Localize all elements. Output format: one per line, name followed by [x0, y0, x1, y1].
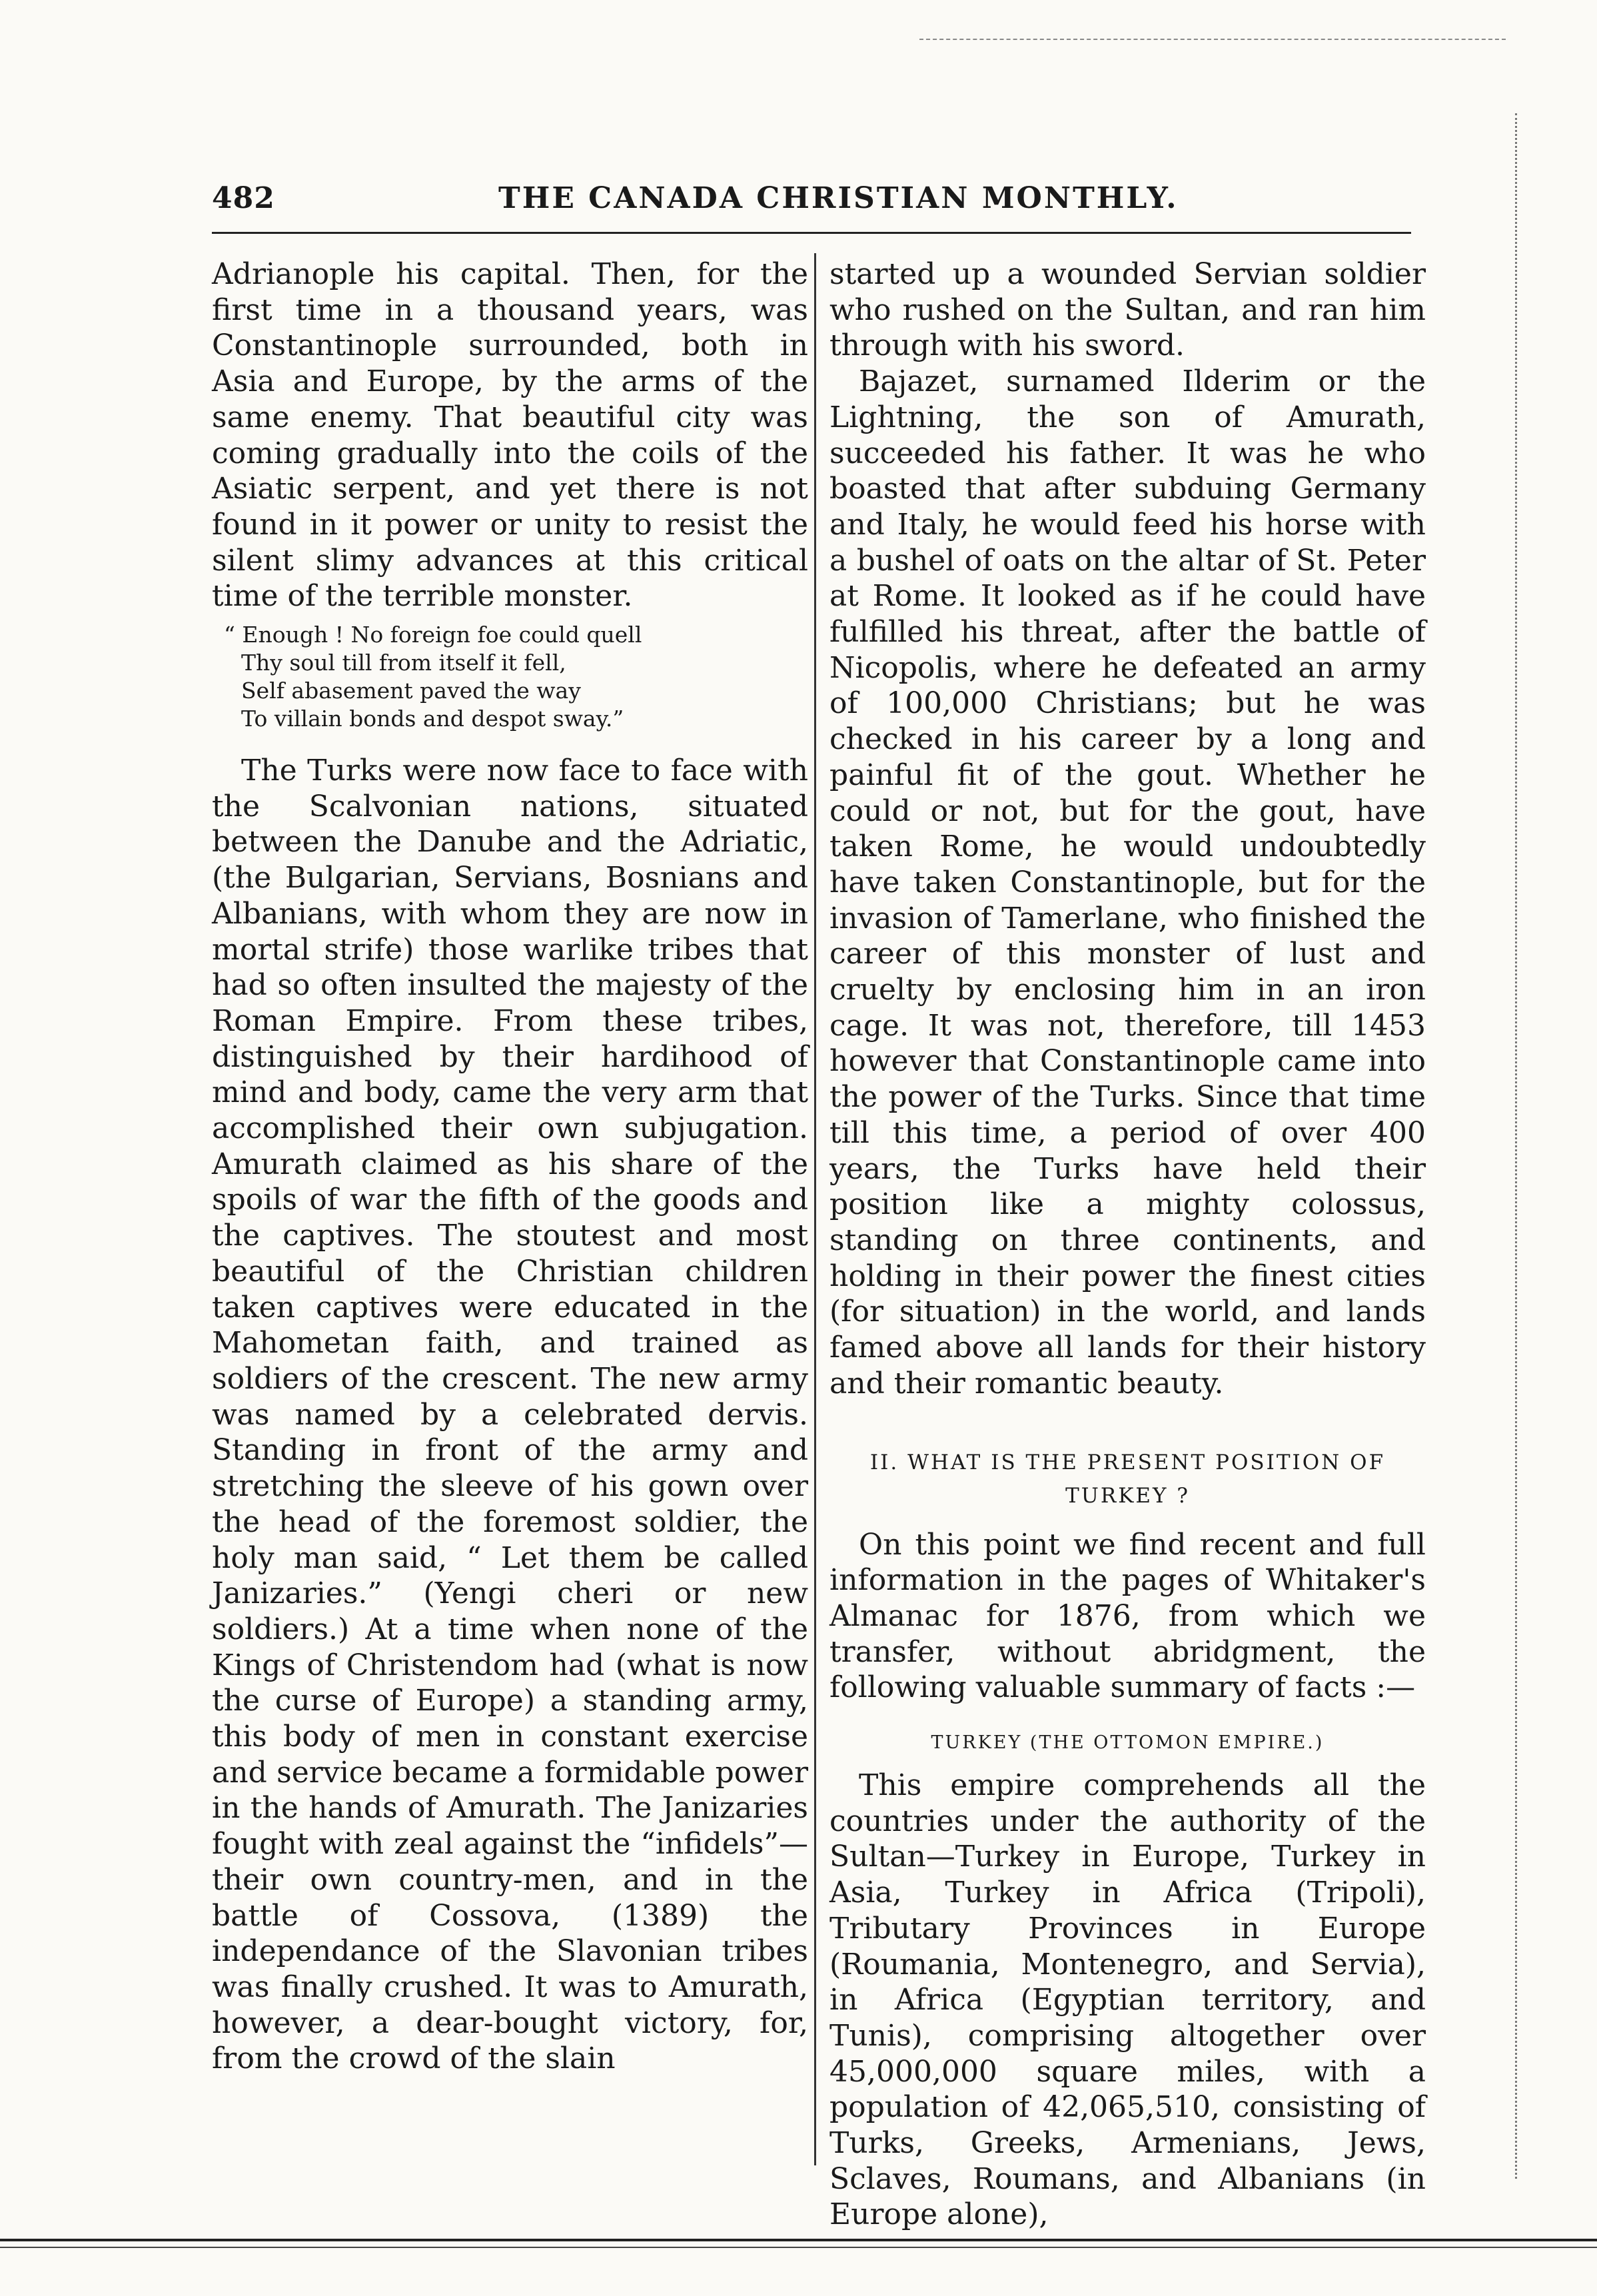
right-column	[829, 257, 1426, 2233]
right-paragraph-4: This empire comprehends all the countries under the authority of the Sultan—Turkey in Europe, Turkey in Asia, Turkey in Africa (Tripoli), Tributary Provinces in Europe (Roumania, Montenegro, and Servia), in Africa (Egyptian territory, and Tunis), comprising altogether over 45,000,000 square miles, with a population of 42,065,510, consisting of Turks, Greeks, Armenians, Jews, Sclaves, Roumans, and Albanians (in Europe alone),	[829, 1768, 1426, 2232]
right-edge-mark	[1515, 113, 1517, 2179]
poem-line: To villain bonds and despot sway.”	[241, 706, 624, 732]
right-paragraph-1: started up a wounded Servian soldier who rushed on the Sultan, and ran him through with his sword.	[829, 257, 1426, 363]
poem-line: Thy soul till from itself it fell,	[241, 650, 566, 676]
left-paragraph-1: Adrianople his capital. Then, for the first time in a thousand years, was Constantinople surrounded, both in Asia and Europe, by the arms of the same enemy. That beautiful city was coming gradually into the coils of the Asiatic serpent, and yet there is not found in it power or unity to resist the silent slimy advances at this critical time of the terrible monster.	[212, 257, 808, 614]
right-paragraph-2: Bajazet, surnamed Ilderim or the Lightning, the son of Amurath, succeeded his father. It was he who boasted that after subduing Germany and Italy, he would feed his horse with a bushel of oats on the altar of St. Peter at Rome. It looked as if he could have fulfilled his threat, after the battle of Nicopolis, where he defeated an army of 100,000 Christians; but he was checked in his career by a long and painful fit of the gout. Whether he could or not, but for the gout, have taken Rome, he would undoubtedly have taken Constantinople, but for the invasion of Tamerlane, who finished the career of this monster of lust and cruelty by enclosing him in an iron cage. It was not, therefore, till 1453 however that Constantinople came into the power of the Turks. Since that time till this time, a period of over 400 years, the Turks have held their position like a mighty colossus, standing on three continents, and holding in their power the finest cities (for situation) in the world, and lands famed above all lands for their history and their romantic beauty.	[829, 364, 1426, 1401]
column-divider	[814, 253, 816, 2165]
poem-quote	[224, 621, 808, 733]
page-header	[212, 181, 1411, 228]
bottom-rule-secondary	[0, 2247, 1597, 2248]
header-rule	[212, 232, 1411, 234]
running-title: THE CANADA CHRISTIAN MONTHLY.	[498, 181, 1179, 215]
top-margin-mark	[919, 39, 1506, 40]
right-paragraph-3: On this point we find recent and full information in the pages of Whitaker's Almanac for 1876, from which we transfer, without abridgment, the following valuable summary of facts :—	[829, 1527, 1426, 1705]
section-heading: II. WHAT IS THE PRESENT POSITION OF TURKEY ?	[869, 1450, 1386, 1508]
poem-line: “ Enough ! No foreign foe could quell	[224, 622, 642, 648]
page-number: 482	[212, 181, 275, 215]
sub-heading: TURKEY (THE OTTOMON EMPIRE.)	[931, 1732, 1325, 1754]
left-column	[212, 257, 808, 2077]
poem-line: Self abasement paved the way	[241, 678, 581, 704]
bottom-rule	[0, 2239, 1597, 2241]
left-paragraph-2: The Turks were now face to face with the Scalvonian nations, situated between the Danube and the Adriatic, (the Bulgarian, Servians, Bosnians and Albanians, with whom they are now in mortal strife) those warlike tribes that had so often insulted the majesty of the Roman Empire. From these tribes, distinguished by their hardihood of mind and body, came the very arm that accomplished their own subjugation. Amurath claimed as his share of the spoils of war the fifth of the goods and the captives. The stoutest and most beautiful of the Christian children taken captives were educated in the Mahometan faith, and trained as soldiers of the crescent. The new army was named by a celebrated dervis. Standing in front of the army and stretching the sleeve of his gown over the head of the foremost soldier, the holy man said, “ Let them be called Janizaries.” (Yengi cheri or new soldiers.) At a time when none of the Kings of Christendom had (what is now the curse of Europe) a standing army, this body of men in constant exercise and service became a formidable power in the hands of Amurath. The Janizaries fought with zeal against the “infidels”—their own country-men, and in the battle of Cossova, (1389) the independance of the Slavonian tribes was finally crushed. It was to Amurath, however, a dear-bought victory, for, from the crowd of the slain	[212, 754, 808, 2076]
